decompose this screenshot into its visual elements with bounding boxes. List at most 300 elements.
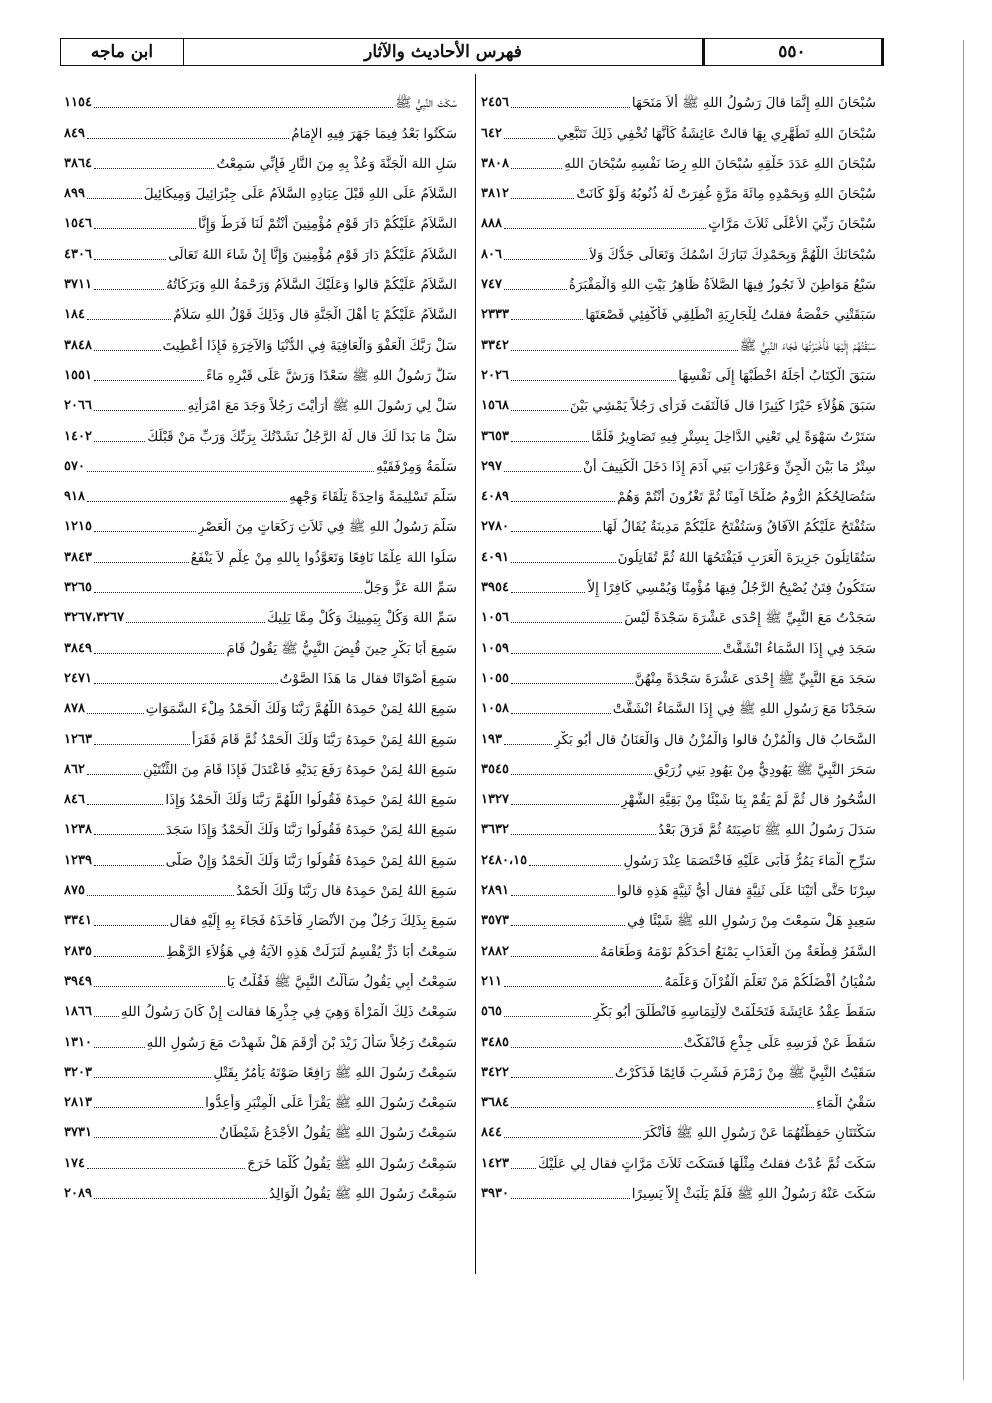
leader-dots [94,530,196,532]
index-entry [60,82,465,112]
entry-text: سَمِعْتُ رَسُولَ اللهِ ﷺ يَقُولُ كُلَّمَا خَرَجَ [247,1155,457,1172]
leader-dots [504,985,662,987]
entry-reference-number: ٢٤٥٦ [481,95,509,111]
leader-dots [94,1197,267,1199]
entry-reference-number: ٣٧٣١ [64,1125,92,1141]
index-entry [60,627,465,657]
entry-text: سَمِعْتُ أَبَا ذَرٍّ يُقْسِمُ لَنَزَلَتْ هَذِهِ الآيَةُ فِي هَؤُلاَءِ الرَّهْطِ [165,943,457,960]
leader-dots [511,591,586,593]
entry-reference-number: ٣٢٠٣ [64,1064,92,1080]
entry-reference-number: ٣٨٦٤ [64,155,92,171]
entry-text: السَّلاَمُ عَلَيْكُمْ دَارَ قَوْمٍ مُؤْمِنِينَ وَإِنَّا إِنْ شَاءَ اللهُ تَعَالَى [168,246,457,263]
entry-reference-number: ١٨٤ [64,307,85,323]
leader-dots [87,803,163,805]
entry-text: سَمِعْتُ رَسُولَ اللهِ ﷺ يَقُولُ الْوَالِدُ [269,1185,457,1202]
leader-dots [511,500,615,502]
entry-reference-number: ٨٨٨ [481,216,502,232]
entry-reference-number: ٣٥٧٣ [481,913,509,929]
index-entry [60,1021,465,1051]
leader-dots [511,440,589,442]
entry-text: سَجَدْتُ مَعَ النَّبِيِّ ﷺ إِحْدَى عَشْرَةَ سَجْدَةً لَيْسَ [624,610,876,627]
leader-dots [511,833,656,835]
header-title: فهرس الأحاديث والآثار [184,39,703,65]
entry-reference-number: ١٠٥٨ [481,701,509,717]
entry-reference-number: ٣٨٠٨ [481,155,509,171]
entry-text: سَقَيْتُ النَّبِيَّ ﷺ مِنْ زَمْزَمَ فَشَرِبَ قَائِمًا فَذَكَرْتُ [614,1064,876,1081]
entry-text: سُبْحَانَكَ اللَّهُمَّ وَبِحَمْدِكَ تَبَارَكَ اسْمُكَ وَتَعَالَى جَدُّكَ وَلاَ [589,246,876,263]
entry-reference-number: ٢١١ [481,973,502,989]
index-entry [60,961,465,991]
leader-dots [94,167,215,169]
index-entry [60,415,465,445]
entry-text: السَّلاَمُ عَلَيْكُمْ دَارَ قَوْمٍ مُؤْمِنِينَ أَنْتُمْ لَنَا فَرَطٌ وَإِنَّا [197,216,457,233]
index-entry [60,1142,465,1172]
index-entry [60,597,465,627]
leader-dots [94,924,168,926]
leader-dots [504,258,587,260]
entry-reference-number: ٩١٨ [64,489,85,505]
entry-text: السَّلاَمُ عَلَى اللهِ قَبْلَ عِبَادِهِ السَّلاَمُ عَلَى جِبْرَائِيلَ وَمِيكَائِيلَ [143,186,457,203]
entry-reference-number: ١٠٥٦ [481,610,509,626]
entry-reference-number: ١٠٥٥ [481,670,509,686]
entry-reference-number: ٢٨٨٢ [481,943,509,959]
entry-text: سَمِعَ اللهُ لِمَنْ حَمِدَهُ قال رَبَّنَا وَلَكَ الْحَمْدُ [236,883,457,900]
entry-text: سَمِعَ اللهُ لِمَنْ حَمِدَهُ رَبَّنَا وَلَكَ الْحَمْدُ ثُمَّ قَامَ فَقَرَأَ [191,731,457,748]
entry-reference-number: ٣٨٤٨ [64,337,92,353]
entry-reference-number: ١٤٠٢ [64,428,92,444]
index-entry [477,82,882,112]
leader-dots [94,258,166,260]
index-entry [60,1082,465,1112]
entry-text: سَمِعَ بِذَلِكَ رَجُلٌ مِنَ الأَنْصَارِ فَأَخَذَهُ فَجَاءَ بِهِ إِلَيْهِ فقال [169,913,457,930]
entry-reference-number: ٢٠٨٩ [64,1185,92,1201]
index-entry [60,506,465,536]
index-entry [477,476,882,506]
entry-reference-number: ٤٠٩١ [481,549,509,565]
entry-reference-number: ٨٤٩ [64,125,85,141]
entry-text: سَبْعُ مَوَاطِنَ لاَ تَجُوزُ فِيهَا الصَّلاَةُ ظَاهِرُ بَيْتِ اللهِ وَالْمَقْبَرَةُ [568,277,876,294]
entry-text: سَمِعَ أَصْوَاتًا فقال مَا هَذَا الصَّوْتُ [279,670,457,687]
index-entry [477,143,882,173]
index-entry [60,1173,465,1203]
entry-text: سُبْحَانَ اللهِ تَطَهَّرِي بِهَا قالتْ عَائِشَةُ كَأَنَّهَا تُخْفِي ذَلِكَ تَتَبَّعِي [557,125,876,142]
entry-text: السَّفَرُ قِطْعَةٌ مِنَ الْعَذَابِ يَمْنَعُ أَحَدَكُمْ نَوْمَهُ وَطَعَامَهُ [600,943,876,960]
leader-dots [511,409,568,411]
index-entry [477,1142,882,1172]
leader-dots [511,621,622,623]
entry-reference-number: ٤٠٨٩ [481,489,509,505]
leader-dots [511,530,601,532]
index-entry [477,870,882,900]
index-entry [477,446,882,476]
entry-reference-number: ٨٤٤ [481,1125,502,1141]
entry-reference-number: ١٣٢٧ [481,792,509,808]
entry-text: سَكَتَ عَنْهُ رَسُولُ اللهِ ﷺ فَلَمْ يَلْبَثْ إِلاَّ يَسِيرًا [631,1185,876,1202]
leader-dots [87,137,289,139]
entry-text: سَلَّمَ تَسْلِيمَةً وَاحِدَةً تِلْقَاءَ وَجْهِهِ [289,489,457,506]
entry-text: سَلْ لِي رَسُولَ اللهِ ﷺ أَرَأَيْتَ رَجُلاً وَجَدَ مَعَ امْرَأَتِهِ [187,398,457,415]
index-entry [477,567,882,597]
entry-reference-number: ١٢٣٨ [64,822,92,838]
leader-dots [94,1106,203,1108]
leader-dots [87,894,234,896]
entry-text: سَقْيُ الْمَاءِ [816,1095,876,1112]
entry-reference-number: ١٣١٠ [64,1034,92,1050]
index-entry [60,355,465,385]
leader-dots [504,137,555,139]
leader-dots [94,1046,145,1048]
entry-reference-number: ٢٠٢٦ [481,367,509,383]
entry-text: السَّلاَمُ عَلَيْكُمْ قالوا وَعَلَيْكَ السَّلاَمُ وَرَحْمَةُ اللهِ وَبَرَكَاتُهُ [166,277,457,294]
leader-dots [94,682,278,684]
leader-dots [511,924,625,926]
leader-dots [94,1076,211,1078]
index-entry [60,143,465,173]
entry-reference-number: ١٢١٥ [64,519,92,535]
index-entry [477,597,882,627]
index-entry [60,173,465,203]
leader-dots [511,682,633,684]
entry-text: سَبَقْتُهُمْ إِلَيْهَا فَأَخْبَرْتُهَا فَجَاءَ النَّبِيُّ ﷺ [739,337,876,354]
leader-dots [511,652,721,654]
entry-reference-number: ١٥٥١ [64,367,92,383]
entry-reference-number: ٣٢٦٥ [64,580,92,596]
entry-text: سَبَقَتْنِي حَفْصَةُ فقلتُ لِلْجَارِيَةِ انْطَلِقِي فَأَكْفِئِي قَصْعَتَهَا [585,307,876,324]
entry-text: سَكَتُوا بَعْدُ فِيمَا جَهَرَ فِيهِ الإِمَامُ [291,125,457,142]
leader-dots [504,1136,641,1138]
index-entry [477,961,882,991]
entry-reference-number: ٣٦٣٢ [481,822,509,838]
entry-text: سُبْحَانَ اللهِ إِنَّمَا قالَ رَسُولُ اللهِ ﷺ أَلاَ مَنَحَهَا [631,95,876,112]
entry-reference-number: ١٥٤٦ [64,216,92,232]
entry-text: سَلْ رَبَّكَ الْعَفْوَ وَالْعَافِيَةَ فِي الدُّنْيَا وَالآخِرَةِ فَإِذَا أُعْطِيتَ [162,337,457,354]
leader-dots [87,500,287,502]
entry-text: سُبْحَانَ اللهِ وَبِحَمْدِهِ مِائَةَ مَرَّةٍ غُفِرَتْ لَهُ ذُنُوبُهُ وَلَوْ كَانَتْ [576,186,876,203]
entry-text: سَجَدَ مَعَ النَّبِيِّ ﷺ إِحْدَى عَشْرَةَ سَجْدَةً مِنْهُنَّ [634,670,876,687]
entry-reference-number: ٢٨١٣ [64,1095,92,1111]
entry-text: سَجَدَ فِي إِذَا السَّمَاءُ انْشَقَّتْ [722,640,876,657]
entry-reference-number: ٢٠٦٦ [64,398,92,414]
entry-reference-number: ٨٧٥ [64,883,85,899]
entry-text: سُبْحَانَ اللهِ عَدَدَ خَلْقِهِ سُبْحَانَ اللهِ رِضَا نَفْسِهِ سُبْحَانَ اللهِ [564,155,876,172]
leader-dots [511,106,630,108]
entry-reference-number: ٨٦٢ [64,761,85,777]
leader-dots [94,349,161,351]
entry-text: سَلُوا اللهَ عِلْمًا نَافِعًا وَتَعَوَّذُوا بِاللهِ مِنْ عِلْمٍ لاَ يَنْفَعُ [190,549,457,566]
entry-text: سَمِعَ اللهُ لِمَنْ حَمِدَهُ فَقُولُوا اللَّهُمَّ رَبَّنَا وَلَكَ الْحَمْدُ وَإِذَا [165,792,457,809]
index-entry [60,991,465,1021]
index-entry [60,264,465,294]
entry-reference-number: ٢٤٨٠،١٥ [481,852,528,868]
index-columns [60,82,882,1272]
leader-dots [94,379,204,381]
index-entry [60,870,465,900]
entry-text: سَلْ مَا بَدَا لَكَ قال لَهُ الرَّجُلُ نَشَدْتُكَ بِرَبِّكَ وَرَبِّ مَنْ قَبْلَكَ [147,428,457,445]
leader-dots [94,106,393,108]
entry-text: سَمِعْتُ رَجُلاً سَأَلَ زَيْدَ بْنَ أَرْقَمَ هَلْ شَهِدْتَ مَعَ رَسُولِ اللهِ [146,1034,457,1051]
entry-text: سَتَكُونُ فِتَنٌ يُصْبِحُ الرَّجُلُ فِيهَا مُؤْمِنًا وَيُمْسِي كَافِرًا إِلاَّ [587,580,876,597]
entry-reference-number: ١٨٦٦ [64,1004,92,1020]
index-entry [60,749,465,779]
header-rule [881,39,883,65]
entry-text: سَرِّحِ الْمَاءَ يَمُرُّ فَأَبَى عَلَيْهِ فَاخْتَصَمَا عِنْدَ رَسُولِ [623,852,876,869]
index-entry [60,779,465,809]
index-entry [477,718,882,748]
entry-reference-number: ٣٢٦٧،٣٢٦٧ [64,610,125,626]
entry-text: سَبَقَ هَؤُلاَءِ خَيْرًا كَثِيرًا قال فَالْتَفَتَ فَرَأَى رَجُلاً يَمْشِي بَيْنَ [569,398,876,415]
index-entry [477,839,882,869]
entry-text: سُبْحَانَ رَبِّيَ الأَعْلَى ثَلاَثَ مَرَّاتٍ [708,216,876,233]
leader-dots [504,227,706,229]
leader-dots [94,288,164,290]
entry-reference-number: ٢٨٣٥ [64,943,92,959]
entry-reference-number: ٨٠٦ [481,246,502,262]
header-rule [703,39,705,65]
entry-reference-number: ٥٧٠ [64,458,85,474]
index-entry [477,506,882,536]
entry-text: سَمِعَ أَبَا بَكْرٍ حِينَ قُبِضَ النَّبِيُّ ﷺ يَقُولُ قَامَ [226,640,457,657]
header-page-box [703,39,883,65]
index-entry [477,264,882,294]
index-entry [60,900,465,930]
index-entry [60,112,465,142]
index-entry [60,385,465,415]
entry-text: سَلْمَةُ وَمِرْفَقَيْهِ [376,458,457,475]
entry-reference-number: ٦٤٢ [481,125,502,141]
leader-dots [94,955,164,957]
leader-dots [87,1167,245,1169]
leader-dots [511,167,562,169]
leader-dots [511,197,574,199]
entry-text: سُفْيَانُ أَفْضَلُكُمْ مَنْ تَعَلَّمَ الْقُرْآنَ وَعَلَّمَهُ [664,973,876,990]
index-entry [60,839,465,869]
index-entry [60,294,465,324]
leader-dots [94,227,196,229]
entry-reference-number: ٣٩٥٤ [481,580,509,596]
index-entry [60,718,465,748]
leader-dots [94,864,164,866]
entry-text: سَمِعْتُ رَسُولَ اللهِ ﷺ رَافِعًا صَوْتَهُ يَأْمُرُ بِقَتْلِ [213,1064,457,1081]
entry-reference-number: ٢٩٧ [481,458,502,474]
left-column [60,82,471,1272]
entry-reference-number: ١٩٣ [481,731,502,747]
index-entry [60,203,465,233]
entry-text: سِرْنَا حَتَّى أَتَيْنَا عَلَى ثَنِيَّةٍ فقال أَيُّ ثَنِيَّةٍ هَذِهِ قالوا [617,883,876,900]
index-entry [60,446,465,476]
index-entry [477,385,882,415]
index-entry [477,688,882,718]
leader-dots [94,1015,119,1017]
entry-text: سَمِعَ اللهُ لِمَنْ حَمِدَهُ فَقُولُوا رَبَّنَا وَلَكَ الْحَمْدُ وَإِذَا سَجَدَ [165,822,457,839]
index-entry [60,658,465,688]
entry-reference-number: ٢٧٨٠ [481,519,509,535]
index-entry [477,1021,882,1051]
entry-text: سَعِيدٍ هَلْ سَمِعْتَ مِنْ رَسُولِ اللهِ ﷺ شَيْئًا فِي [627,913,876,930]
index-entry [477,1112,882,1142]
entry-text: سَمِعْتُ رَسُولَ اللهِ ﷺ يَقُولُ الأَجْدَعُ شَيْطَانٌ [219,1125,457,1142]
entry-text: السَّلاَمُ عَلَيْكُمْ يَا أَهْلَ الْجَنَّةِ قال وَذَلِكَ قَوْلُ اللهِ سَلاَمٌ [173,307,457,324]
entry-text: سَجَدْنَا مَعَ رَسُولِ اللهِ ﷺ فِي إِذَا السَّمَاءُ انْشَقَّتْ [612,701,876,718]
entry-reference-number: ٣٥٤٥ [481,761,509,777]
entry-reference-number: ٨٧٨ [64,701,85,717]
entry-text: سَقَطَ عِقْدُ عَائِشَةَ فَتَخَلَّفَتْ لاِلْتِمَاسِهِ فَانْطَلَقَ أَبُو بَكْرٍ [593,1004,876,1021]
entry-text: سَتُفْتَحُ عَلَيْكُمُ الآفَاقُ وَسَتُفْتَحُ عَلَيْكُمْ مَدِينَةٌ يُقَالُ لَهَا [602,519,876,536]
index-entry [477,779,882,809]
leader-dots [511,1167,536,1169]
leader-dots [126,621,265,623]
leader-dots [504,1015,591,1017]
entry-reference-number: ١٤٢٣ [481,1155,509,1171]
entry-text: سَتُقَاتِلُونَ جَزِيرَةَ الْعَرَبِ فَيَفْتَحُهَا اللهُ ثُمَّ تُقَاتِلُونَ [617,549,876,566]
leader-dots [504,470,581,472]
leader-dots [94,409,186,411]
entry-text: سَدَلَ رَسُولُ اللهِ ﷺ نَاصِيَتَهُ ثُمَّ فَرَقَ بَعْدُ [658,822,876,839]
entry-reference-number: ٣٤٨٥ [481,1034,509,1050]
page-header [60,38,884,66]
entry-reference-number: ٣٦٥٣ [481,428,509,444]
leader-dots [529,864,621,866]
index-entry [60,1052,465,1082]
entry-reference-number: ٧٤٧ [481,277,502,293]
leader-dots [511,318,583,320]
entry-text: سَمِّ اللهَ عَزَّ وَجَلَّ [363,580,457,597]
entry-text: سَمِعْتُ أَبِي يَقُولُ سَأَلْتُ النَّبِيَّ ﷺ فَقُلْتُ يَا [226,973,457,990]
entry-text: سَكَتَ ثُمَّ عُدْتُ فقلتُ مِثْلَهَا فَسَكَتَ ثَلاَثَ مَرَّاتٍ فقال لِي عَلَيْكَ [537,1155,876,1172]
entry-reference-number: ٣٨١٢ [481,186,509,202]
leader-dots [94,440,145,442]
entry-text: سَمِعَ اللهُ لِمَنْ حَمِدَهُ فَقُولُوا رَبَّنَا وَلَكَ الْحَمْدُ وَإِنْ صَلَّى [165,852,457,869]
entry-reference-number: ٣٤٢٢ [481,1064,509,1080]
entry-reference-number: ١٢٦٣ [64,731,92,747]
entry-text: سَحَرَ النَّبِيَّ ﷺ يَهُودِيٌّ مِنْ يَهُودِ بَنِي زُرَيْقٍ [653,761,876,778]
leader-dots [511,712,611,714]
entry-text: سَقَطَ عَنْ فَرَسِهِ عَلَى جِذْعٍ فَانْفَكَّتْ [683,1034,876,1051]
entry-text: سِتْرُ مَا بَيْنَ الْجِنِّ وَعَوْرَاتِ بَنِي آدَمَ إِذَا دَخَلَ الْكَنِيفَ أَنْ [583,458,876,475]
entry-text: السَّحَابُ قال وَالْمُزْنُ قالوا وَالْمُزْنُ قال وَالْعَنَانُ قال أَبُو بَكْرٍ [554,731,876,748]
index-entry [477,536,882,566]
leader-dots [94,1136,217,1138]
leader-dots [87,712,144,714]
entry-text: سَمِعَ اللهُ لِمَنْ حَمِدَهُ رَفَعَ يَدَيْهِ فَاعْتَدَلَ فَإِذَا قَامَ مِنَ الثِّنْتَيْنِ [142,761,457,778]
entry-reference-number: ٣٩٣٠ [481,1185,509,1201]
index-entry [477,809,882,839]
leader-dots [511,894,615,896]
leader-dots [87,470,374,472]
entry-text: سَلِ اللهَ الْجَنَّةَ وَعُذْ بِهِ مِنَ النَّارِ فَإِنِّي سَمِعْتُ [216,155,457,172]
entry-reference-number: ١٢٣٩ [64,852,92,868]
entry-text: سَتُصَالِحُكُمُ الرُّومُ صُلْحًا آمِنًا ثُمَّ تَغْزُونَ أَنْتُمْ وَهُمْ [617,489,876,506]
entry-reference-number: ٣٦٨٤ [481,1095,509,1111]
entry-text: سَكْتَتَانِ حَفِظْتُهُمَا عَنْ رَسُولِ اللهِ ﷺ فَأَنْكَرَ [642,1125,876,1142]
index-entry [477,203,882,233]
index-entry [60,567,465,597]
entry-reference-number: ١٧٤ [64,1155,85,1171]
leader-dots [511,803,619,805]
entry-reference-number: ٢٤٧١ [64,670,92,686]
entry-reference-number: ٨٩٩ [64,186,85,202]
index-entry [60,930,465,960]
leader-dots [511,349,738,351]
entry-text: السُّحُورُ قال ثُمَّ لَمْ يَقُمْ بِنَا شَيْئًا مِنْ بَقِيَّةِ الشَّهْرِ [620,792,876,809]
index-entry [60,809,465,839]
leader-dots [511,955,598,957]
leader-dots [511,1076,613,1078]
index-entry [60,476,465,506]
leader-dots [94,833,164,835]
leader-dots [511,1106,814,1108]
index-entry [477,991,882,1021]
entry-text: سَلَّ رَسُولُ اللهِ ﷺ سَعْدًا وَرَشَّ عَلَى قَبْرِهِ مَاءً [205,367,457,384]
leader-dots [94,743,190,745]
leader-dots [87,197,142,199]
leader-dots [511,773,652,775]
leader-dots [87,318,171,320]
entry-text: سَبَقَ الْكِتَابُ أَجَلَهُ اخْطُبْهَا إِلَى نَفْسِهَا [678,367,876,384]
index-entry [477,1082,882,1112]
index-entry [477,324,882,354]
entry-reference-number: ٨٤٦ [64,792,85,808]
index-entry [60,688,465,718]
index-entry [60,536,465,566]
leader-dots [94,652,225,654]
entry-reference-number: ٣٣٤١ [64,913,92,929]
entry-text: سَمِعَ اللهُ لِمَنْ حَمِدَهُ اللَّهُمَّ رَبَّنَا وَلَكَ الْحَمْدُ مِلْءَ السَّمَوَاتِ [145,701,457,718]
entry-text: سَمِعْتُ ذَلِكَ الْمَرْأَةَ وَهِيَ فِي جِذْرِهَا فقالت إِنْ كَانَ رَسُولُ اللهِ [120,1004,457,1021]
entry-reference-number: ٣٩٤٩ [64,973,92,989]
entry-reference-number: ١١٥٤ [64,95,92,111]
index-entry [477,112,882,142]
right-column [471,82,882,1272]
index-entry [477,1052,882,1082]
index-entry [477,415,882,445]
entry-reference-number: ١٥٦٨ [481,398,509,414]
entry-text: سَمِعْتُ رَسُولَ اللهِ ﷺ يَقْرَأُ عَلَى الْمِنْبَرِ وَأَعِدُّوا [205,1095,457,1112]
index-entry [477,658,882,688]
entry-reference-number: ١٠٥٩ [481,640,509,656]
index-entry [477,294,882,324]
entry-reference-number: ٤٣٠٦ [64,246,92,262]
entry-text: سَكَتَ النَّبِيُّ ﷺ [395,95,457,112]
leader-dots [504,288,567,290]
entry-reference-number: ٣٣٤٢ [481,337,509,353]
leader-dots [94,985,225,987]
leader-dots [511,561,616,563]
index-entry [477,930,882,960]
index-entry [477,233,882,263]
entry-text: سَمِّ اللهَ وَكُلْ بِيَمِينِكَ وَكُلْ مِمَّا يَلِيكَ [267,610,457,627]
leader-dots [511,379,676,381]
index-entry [477,1173,882,1203]
entry-reference-number: ٢٣٣٣ [481,307,509,323]
entry-reference-number: ٣٨٤٩ [64,640,92,656]
leader-dots [511,1197,630,1199]
entry-reference-number: ٢٨٩١ [481,883,509,899]
index-entry [477,173,882,203]
index-entry [477,355,882,385]
index-entry [60,324,465,354]
entry-reference-number: ٣٨٤٣ [64,549,92,565]
entry-reference-number: ٥٦٥ [481,1004,502,1020]
header-page-number: ٥٥٠ [778,42,806,62]
leader-dots [87,773,141,775]
page-edge-line [963,40,964,1380]
entry-text: سَلَّمَ رَسُولُ اللهِ ﷺ فِي ثَلاَثِ رَكَعَاتٍ مِنَ الْعَصْرِ [197,519,457,536]
entry-text: سَتَرْتُ سَهْوَةً لِي تَعْنِي الدَّاخِلَ بِسِتْرٍ فِيهِ تَصَاوِيرُ فَلَمَّا [591,428,876,445]
leader-dots [511,1046,682,1048]
leader-dots [504,743,552,745]
index-entry [477,627,882,657]
entry-reference-number: ٣٧١١ [64,277,92,293]
